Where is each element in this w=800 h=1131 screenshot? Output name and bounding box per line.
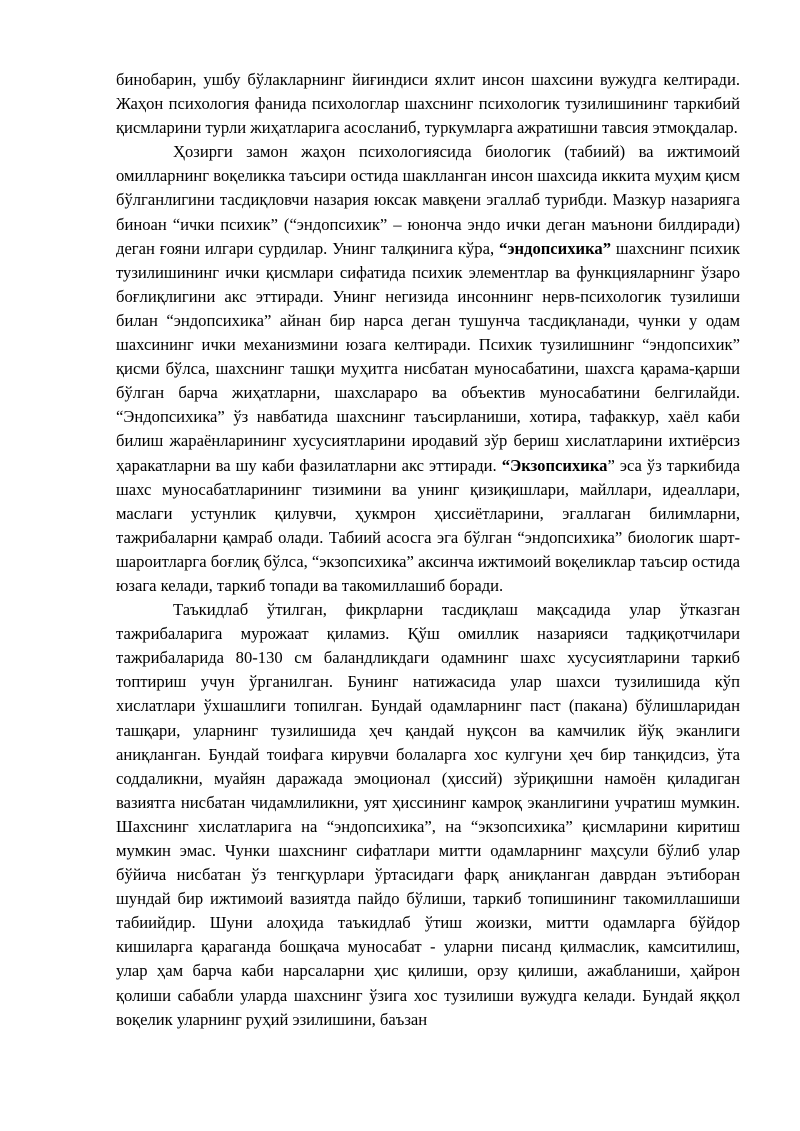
paragraph-2-text-c: ” эса ўз таркибида шахс муносабатларининг тизимини ва унинг қизиқишлари, майллари, идеаллари, маслаги устунлик қилувчи, ҳукмрон ҳиссиётларини, эгаллаган билимларни, тажрибаларни қамраб олади. Табиий асосга эга бўлган “эндопсихика” биологик шарт-шароитларга боғлиқ бўлса, “экзопсихика” аксинча ижтимоий воқеликлар таъсир остида юзага келади, таркиб топади ва такомиллашиб боради. bbox=[116, 455, 741, 595]
paragraph-2-text-b: шахснинг психик тузилишининг ички қисмлари сифатида психик элементлар ва функцияларнинг ўзаро боғлиқлигини акс эттиради. Унинг негизида инсоннинг нерв-психологик тузилиши билан “эндопсихика” айнан бир нарса деган тушунча тасдиқланади, чунки у одам шахсининг ички механизмини юзага келтиради. Психик тузилишнинг “эндопсихик” қисми бўлса, шахснинг ташқи муҳитга нисбатан муносабатини, шахсга қарама-қарши бўлган барча жиҳатларни, шахслараро ва объектив муносабатини белгилайди. “Эндопсихика” ўз навбатида шахснинг таъсирланиши, хотира, тафаккур, хаёл каби билиш жараёнларининг хусусиятларини иродавий зўр бериш хислатларини ихтиёрсиз ҳаракатларни ва шу каби фазилатларни акс эттиради. bbox=[116, 238, 740, 475]
term-endopsychics: “эндопсихика” bbox=[499, 238, 611, 258]
term-exopsychics: “Экзопсихика bbox=[501, 455, 608, 475]
paragraph-3: Таъкидлаб ўтилган, фикрларни тасдиқлаш мақсадида улар ўтказган тажрибаларига мурожаат қиламиз. Қўш омиллик назарияси тадқиқотчилари тажрибаларида 80-130 см баландликдаги одамнинг шахс хусусиятларини таркиб топтириш учун ўрганилган. Бунинг натижасида улар шахси тузилишида кўп хислатлари ўхшашлиги топилган. Бундай одамларнинг паст (пакана) бўлишларидан ташқари, уларнинг тузилишида ҳеч қандай нуқсон ва камчилик йўқ эканлиги аниқланган. Бундай тоифага кирувчи болаларга хос кулгуни ҳеч бир танқидсиз, ўта соддаликни, муайян даражада эмоционал (ҳиссий) зўриқишни намоён қиладиган вазиятга нисбатан чидамлиликни, уят ҳиссининг камроқ эканлигини учратиш мумкин. Шахснинг хислатларига на “эндопсихика”, на “экзопсихика” қисмларини киритиш мумкин эмас. Чунки шахснинг сифатлари митти одамларнинг маҳсули бўлиб улар бўйича нисбатан ўз тенгқурлари ўртасидаги фарқ аниқланган даврдан эътиборан шундай бир ижтимоий вазиятда пайдо бўлиши, таркиб топишининг такомиллашиши табиийдир. Шуни алоҳида таъкидлаб ўтиш жоизки, митти одамларга бўйдор кишиларга қараганда бошқача муносабат - уларни писанд қилмаслик, камситилиш, улар ҳам барча каби нарсаларни ҳис қилиши, орзу қилиши, ажабланиши, ҳайрон қолиши сабабли уларда шахснинг ўзига хос тузилиши вужудга келади. Бундай яққол воқелик уларнинг руҳий эзилишини, баъзан bbox=[116, 600, 740, 1029]
paragraph-1: бинобарин, ушбу бўлакларнинг йиғиндиси яхлит инсон шахсини вужудга келтиради. Жаҳон психология фанида психологлар шахснинг психологик тузилишининг таркибий қисмларини турли жиҳатларига асосланиб, туркумларга ажратишни тавсия этмоқдалар. bbox=[116, 70, 740, 138]
document-page bbox=[116, 68, 740, 1032]
paragraph-2-text-a: Ҳозирги замон жаҳон психологиясида биологик (табиий) ва ижтимоий омилларнинг воқеликка таъсири остида шаклланган инсон шахсида иккита муҳим қисм бўлганлигини тасдиқловчи назария юксак мавқени эгаллаб турибди. Мазкур назарияга биноан “ички психик” (“эндопсихик” – юнонча эндо ички деган маънони билдиради) деган ғояни илгари сурдилар. Унинг талқинига кўра, bbox=[116, 142, 740, 258]
paragraph-2 bbox=[116, 140, 740, 598]
